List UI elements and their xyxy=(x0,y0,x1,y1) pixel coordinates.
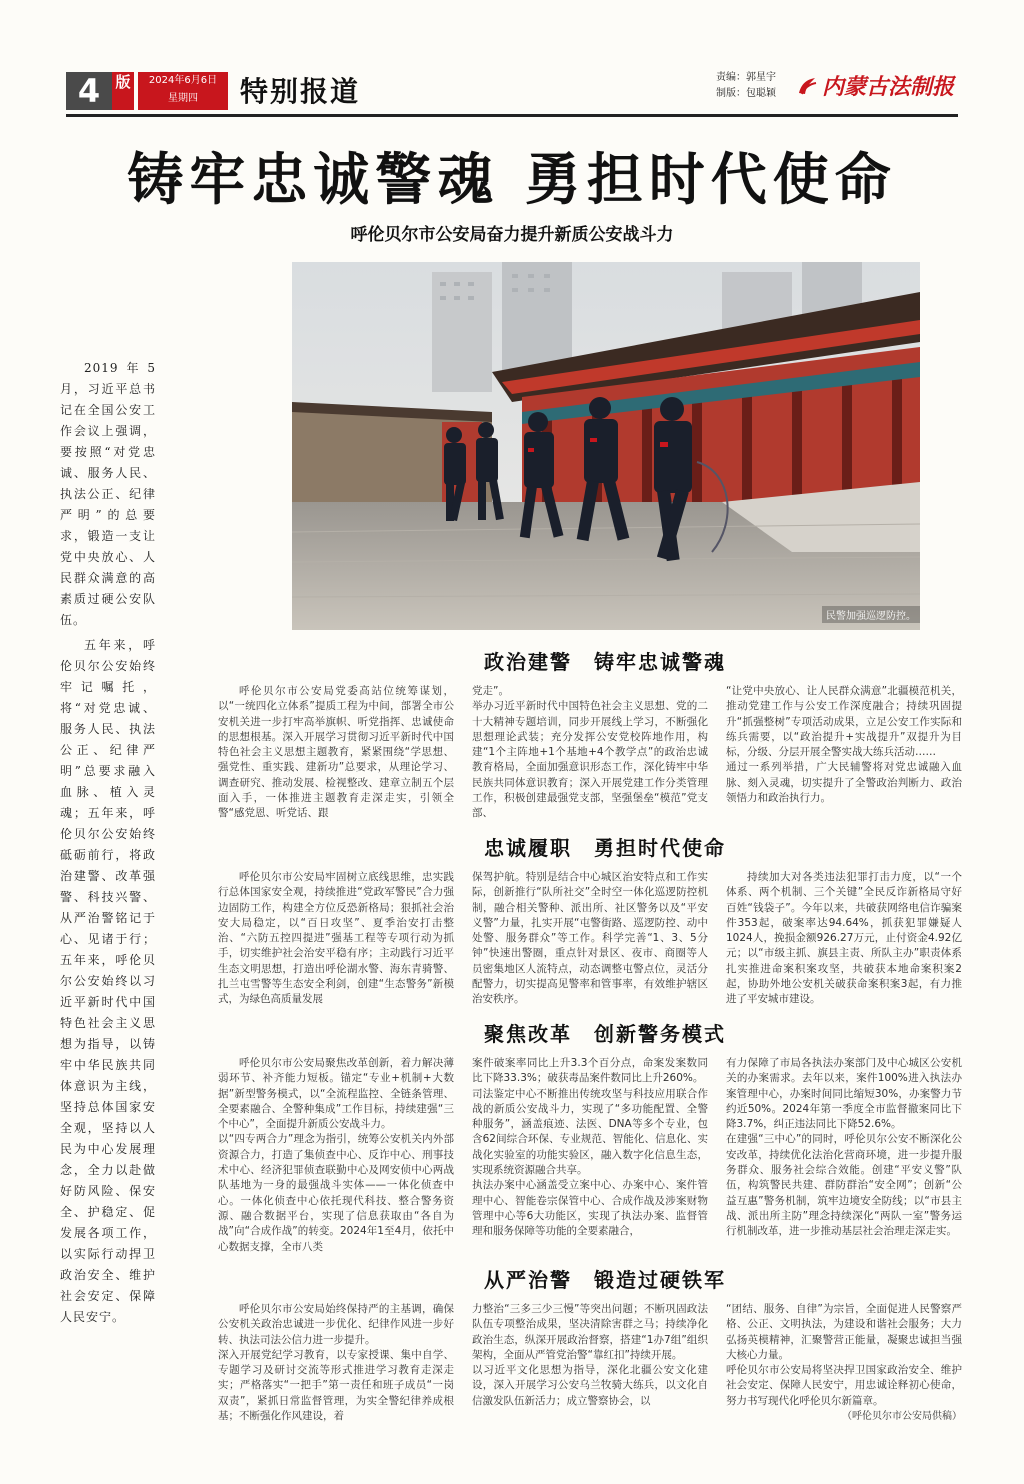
headline: 铸牢忠诚警魂 勇担时代使命 xyxy=(127,147,897,213)
article-column xyxy=(218,1056,454,1255)
news-photo xyxy=(292,262,920,630)
newspaper-name: 内蒙古法制报 xyxy=(822,74,955,100)
issue-date: 2024年6月6日 xyxy=(148,75,218,86)
article-column xyxy=(218,684,454,822)
page-ban-label xyxy=(112,72,134,110)
page-number: 4 xyxy=(66,72,112,110)
article-paragraph: 党走”。 举办习近平新时代中国特色社会主义思想、党的二十大精神专题培训，同步开展线上学习，不断强化思想理论武装；充分发挥公安党校阵地作用，构建“1个主阵地+1个基地+4个教学点”的政治忠诚教育格局，全面加强意识形态工作，深化铸牢中华民族共同体意识教育；深入开展党建工作分类管理工作，积极创建最强党支部，坚强堡垒“模范”党支部、 xyxy=(472,685,708,820)
intro-paragraph: 2019年5月，习近平总书记在全国公安工作会议上强调，要按照“对党忠诚、服务人民、执法公正、纪律严明”的总要求，锻造一支让党中央放心、人民群众满意的高素质过硬公安队伍。 xyxy=(60,361,156,627)
layout-editor-name: 制版：包聪颖 xyxy=(716,88,776,99)
editor-credits xyxy=(716,70,776,102)
article-paragraph: 保驾护航。特别是结合中心城区治安特点和工作实际，创新推行“队所社交”全时空一体化巡逻防控机制，融合相关警种、派出所、社区警务以及“平安义警”力量，扎实开展“屯警街路、巡逻防控、动中处警、服务群众”等工作。科学完善“1、3、5分钟”快速出警圈，重点针对景区、夜市、商圈等人员密集地区人流特点，动态调整屯警点位，灵活分配警力，切实提高见警率和管事率，有效维护辖区治安秩序。 xyxy=(472,871,708,1006)
section-heading: 从严治警 锻造过硬铁军 xyxy=(484,1268,726,1292)
article-credit: （呼伦贝尔市公安局供稿） xyxy=(842,1411,962,1423)
article-column xyxy=(726,1302,962,1424)
header-rule xyxy=(66,114,958,117)
article-paragraph: 力整治“三多三少三慢”等突出问题；不断巩固政法队伍专项整治成果，坚决清除害群之马；持续净化政治生态，纵深开展政治督察，搭建“1办7组”组织架构，全面从严管党治警“靠红扣”持续开展。 以习近平文化思想为指导，深化北疆公安文化建设，深入开展学习公安乌兰牧骑大练兵，以文化自信激发队伍新活力；成立警察协会，以 xyxy=(472,1303,708,1407)
patrol-photo-illustration xyxy=(292,262,920,630)
issue-weekday: 星期四 xyxy=(168,93,198,104)
editor-name: 责编：郭星宇 xyxy=(716,72,776,83)
article-paragraph: “团结、服务、自律”为宗旨，全面促进人民警察严格、公正、文明执法，为建设和谐社会服务；大力弘扬英模精神，汇聚警营正能量，凝聚忠诚担当强大核心力量。 呼伦贝尔市公安局将坚决捍卫国家政治安全、维护社会安定、保障人民安宁，用忠诚诠释初心使命，努力书写现代化呼伦贝尔新篇章。 xyxy=(726,1303,962,1407)
article-column xyxy=(472,684,708,822)
photo-caption: 民警加强巡逻防控。 xyxy=(822,606,920,623)
newspaper-logo xyxy=(796,72,954,102)
ban-text: 版 xyxy=(115,73,131,91)
article-column xyxy=(472,870,708,1008)
article-paragraph: 呼伦贝尔市公安局聚焦改革创新，着力解决薄弱环节、补齐能力短板。锚定“专业+机制+大数据”新型警务模式，以“全流程监控、全链条管理、全要素融合、全警种集成”工作目标，持续建强“三个中心”，全面提升新质公安战斗力。 以“四专两合力”理念为指引，统筹公安机关内外部资源合力，打造了集侦查中心、反诈中心、刑事技术中心、经济犯罪侦查联勤中心及网安侦中心两战队基地为一身的最强战斗实体——一体化侦查中心。一体化侦查中心依托现代科技、整合警务资源、融合数据平台，实现了信息获取由“各自为战”向“合成作战”的转变。2024年1至4月，依托中心数据支撑，全市八类 xyxy=(218,1057,454,1253)
article-paragraph: 呼伦贝尔市公安局始终保持严的主基调，确保公安机关政治忠诚进一步优化、纪律作风进一步好转、执法司法公信力进一步提升。 深入开展党纪学习教育，以专家授课、集中自学、专题学习及研讨交流等形式推进学习教育走深走实；严格落实“一把手”第一责任和班子成员“一岗双责”，紧抓日常监督管理，为实全警纪律养成根基；不断强化作风建设，着 xyxy=(218,1303,454,1423)
subheadline: 呼伦贝尔市公安局奋力提升新质公安战斗力 xyxy=(350,225,674,245)
article-paragraph: 持续加大对各类违法犯罪打击力度，以“一个体系、两个机制、三个关键”全民反诈新格局守好百姓“钱袋子”。今年以来，共破获网络电信诈骗案件353起，破案率达94.64%，抓获犯罪嫌疑人1024人，挽损金额926.27万元，止付资金4.92亿元；以“市级主抓、旗县主责、所队主办”职责体系扎实推进命案积案攻坚，共破获本地命案积案2起，协助外地公安机关破获命案积案3起，有力推进了平安城市建设。 xyxy=(726,871,962,1006)
article-column xyxy=(472,1056,708,1240)
section-heading: 聚焦改革 创新警务模式 xyxy=(484,1022,726,1046)
article-column xyxy=(726,684,962,806)
article-paragraph: 呼伦贝尔市公安局党委高站位统筹谋划，以“一统四化立体系”提质工程为中间，部署全市公安机关进一步打牢高举旗帜、听党指挥、忠诚使命的思想根基。深入开展学习贯彻习近平新时代中国特色社会主义思想主题教育，紧紧围绕“学思想、强党性、重实践、建新功”总要求，从理论学习、调查研究、推动发展、检视整改、建章立制五个层面入手，一体推进主题教育走深走实，引领全警“感党恩、听党话、跟 xyxy=(218,685,454,820)
section-heading: 忠诚履职 勇担时代使命 xyxy=(484,836,726,860)
article-column xyxy=(218,1302,454,1424)
article-column xyxy=(726,1056,962,1240)
article-column xyxy=(218,870,454,1008)
article-paragraph: 呼伦贝尔市公安局牢固树立底线思维，忠实践行总体国家安全观，持续推进“党政军警民”合力强边固防工作，构建全方位反恐新格局；狠抓社会治安大局稳定，以“百日攻坚”、夏季治安打击整治、“六防五控四提进”强基工程等专项行动为抓手，切实维护社会治安平稳有序；主动践行习近平生态文明思想，打造出呼伦湖水警、海东青骑警、扎兰屯雪警等生态安全利剑，创建“生态警务”新模式，为绿色高质量发展 xyxy=(218,871,454,1006)
article-paragraph: “让党中央放心、让人民群众满意”北疆模范机关，推动党建工作与公安工作深度融合；持续巩固提升“抓强整树”专项活动成果，立足公安工作实际和练兵需要，以“政治提升+实战提升”双提升为目标，分级、分层开展全警实战大练兵活动…… 通过一系列举措，广大民辅警将对党忠诚融入血脉、刻入灵魂，切实提升了全警政治判断力、政治领悟力和政治执行力。 xyxy=(726,685,962,805)
issue-date-block xyxy=(138,72,228,110)
article-column xyxy=(472,1302,708,1409)
section-heading: 政治建警 铸牢忠诚警魂 xyxy=(484,650,726,674)
article-paragraph: 案件破案率同比上升3.3个百分点，命案发案数同比下降33.3%；破获毒品案件数同比上升260%。 司法鉴定中心不断推出传统攻坚与科技应用联合作战的新质公安战斗力，实现了“多功能配置、全警种服务”，涵盖痕迹、法医、DNA等多个专业，包含62间综合环保、专业规范、智能化、信息化、实战化实验室的功能实验区，融入数字化信息生态，实现系统资源融合共享。 执法办案中心涵盖受立案中心、办案中心、案件管理中心、智能卷宗保管中心、合成作战及涉案财物管理中心等6大功能区，实现了执法办案、监督管理和服务保障等功能的全要素融合， xyxy=(472,1057,708,1238)
intro-paragraph: 五年来，呼伦贝尔公安始终牢记嘱托，将“对党忠诚、服务人民、执法公正、纪律严明”总要求融入血脉、植入灵魂；五年来，呼伦贝尔公安始终砥砺前行，将政治建警、改革强警、科技兴警、从严治警铭记于心、见诸于行；五年来，呼伦贝尔公安始终以习近平新时代中国特色社会主义思想为指导，以铸牢中华民族共同体意识为主线，坚持总体国家安全观，坚持以人民为中心发展理念，全力以赴做好防风险、保安全、护稳定、促发展各项工作，以实际行动捍卫政治安全、维护社会安定、保障人民安宁。 xyxy=(60,638,156,1324)
article-paragraph: 有力保障了市局各执法办案部门及中心城区公安机关的办案需求。去年以来，案件100%进入执法办案管理中心，办案时间同比缩短30%，办案警力节约近50%。2024年第一季度全市监督撤案同比下降3.7%，纠正违法同比下降52.6%。 在建强“三中心”的同时，呼伦贝尔公安不断深化公安改革，持续优化法治化营商环境，进一步提升服务群众、服务社会综合效能。创建“平安义警”队伍，构筑警民共建、群防群治“安全网”；创新“公益互惠”警务机制，筑牢边境安全防线；以“市县主战、派出所主防”理念持续深化“两队一室”警务运行机制改革，进一步推动基层社会治理走深走实。 xyxy=(726,1057,962,1238)
article-column xyxy=(726,870,962,1008)
section-title: 特别报道 xyxy=(240,75,361,108)
intro-column xyxy=(60,358,156,1332)
newspaper-emblem-icon xyxy=(796,75,818,97)
